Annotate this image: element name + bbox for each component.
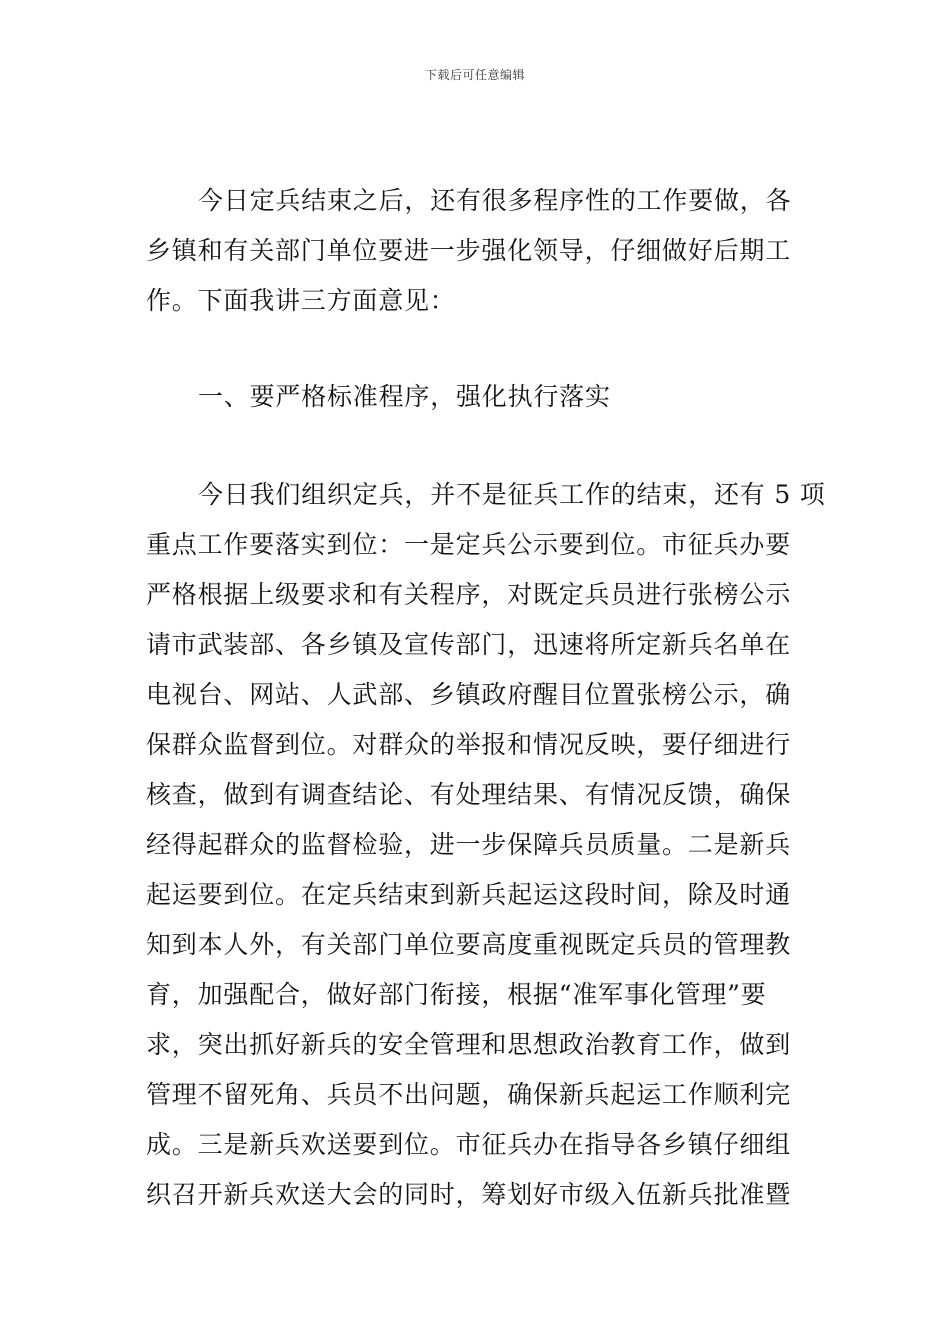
text-line: 保群众监督到位。对群众的举报和情况反映，要仔细进行 <box>146 730 792 759</box>
paragraph-section-one <box>146 470 826 1220</box>
text-line: 织召开新兵欢送大会的同时，筹划好市级入伍新兵批准暨 <box>146 1180 792 1209</box>
text-line: 乡镇和有关部门单位要进一步强化领导，仔细做好后期工 <box>146 236 792 265</box>
text-line: 严格根据上级要求和有关程序，对既定兵员进行张榜公示 <box>146 580 792 609</box>
text-line: 作。下面我讲三方面意见： <box>146 286 456 315</box>
text-line: 请市武装部、各乡镇及宣传部门，迅速将所定新兵名单在 <box>146 630 792 659</box>
text-line: 起运要到位。在定兵结束到新兵起运这段时间，除及时通 <box>146 880 792 909</box>
text-line: 求，突出抓好新兵的安全管理和思想政治教育工作，做到 <box>146 1030 792 1059</box>
header-note: 下载后可任意编辑 <box>424 68 525 82</box>
heading-text: 一、要严格标准程序，强化执行落实 <box>198 382 611 411</box>
section-heading <box>146 372 810 422</box>
text-line: 成。三是新兵欢送要到位。市征兵办在指导各乡镇仔细组 <box>146 1130 792 1159</box>
paragraph-intro <box>146 176 810 326</box>
text-line: 重点工作要落实到位：一是定兵公示要到位。市征兵办要 <box>146 530 792 559</box>
text-line: 经得起群众的监督检验，进一步保障兵员质量。二是新兵 <box>146 830 792 859</box>
text-line: 电视台、网站、人武部、乡镇政府醒目位置张榜公示，确 <box>146 680 792 709</box>
text-line: 今日我们组织定兵，并不是征兵工作的结束，还有 5 项 <box>198 480 826 509</box>
text-line: 育，加强配合，做好部门衔接，根据“准军事化管理”要 <box>146 980 767 1009</box>
text-line: 管理不留死角、兵员不出问题，确保新兵起运工作顺利完 <box>146 1080 792 1109</box>
text-line: 核查，做到有调查结论、有处理结果、有情况反馈，确保 <box>146 780 792 809</box>
text-line: 知到本人外，有关部门单位要高度重视既定兵员的管理教 <box>146 930 792 959</box>
text-line: 今日定兵结束之后，还有很多程序性的工作要做，各 <box>198 186 792 215</box>
